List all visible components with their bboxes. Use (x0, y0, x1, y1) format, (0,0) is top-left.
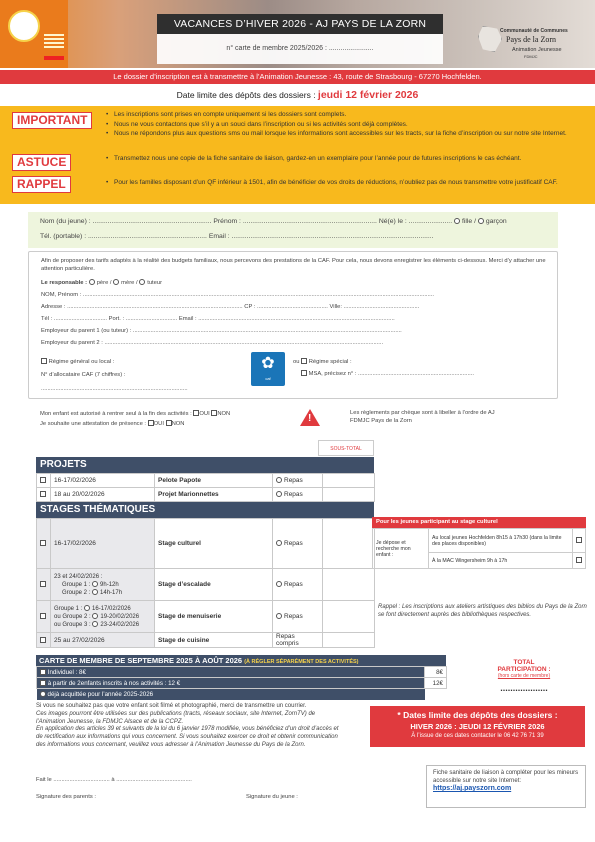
table-row: 23 et 24/02/2026 : Groupe 1 : 9h-12h Groupe 2 : 14h-17h Stage d’escalade Repas (37, 569, 375, 601)
table-row: 25 au 27/02/2026 Stage de cuisine Repas compris (37, 633, 375, 648)
projet-checkbox[interactable] (40, 477, 46, 483)
total-participation: TOTAL PARTICIPATION : (hors carte de membre) ................... (474, 659, 574, 693)
map-icon (478, 26, 502, 52)
stages-header: STAGES THÉMATIQUES (36, 502, 374, 518)
fait-le-field[interactable]: Fait le ................................... à ............................................... (36, 777, 192, 783)
subtotal-cell[interactable] (323, 569, 375, 601)
parent-name-field[interactable]: NOM, Prénom : .......................................................................................................................................................................................................................... (41, 292, 434, 298)
parent-contact-field[interactable]: Tél : ................................. Port. : ................................ Email : .......................................................................................................................... (41, 316, 395, 322)
employer2-field[interactable]: Employeur du parent 2 : ............................................................................................................................................................................. (41, 340, 384, 346)
table-row: 16-17/02/2026 Stage culturel Repas (37, 519, 375, 569)
projet-checkbox[interactable] (40, 491, 46, 497)
parent-info-box: Afin de proposer des tarifs adaptés à la réalité des budgets familiaux, nous percevons des prestations de la CAF. Pour cela, nous devons enregistrer les éléments ci-dessous. Merci d’y attacher une attention particulière. Le responsable : père / mère / tuteur NOM, Prénom : .......................................................................................................................................................................................................................... Adresse : ............................................................................................................. CP : ............................................ Ville: ............................................... Tél : ................................. Port. : ................................ Email : .......................................................................................................................... Employeur du parent 1 (ou tuteur) : ....................................................................................................................................................................... Employeur du parent 2 : ............................................................................................................................................................................. Régime général ou local : N° d’allocataire CAF (7 chiffres) : ........................................................................................... ✿ caf ou Régime spécial : MSA, précisez n° : ........................................................................ (28, 251, 558, 399)
group3-radio[interactable] (92, 621, 98, 627)
rappel-note: Rappel : Les inscriptions aux ateliers artistiques des biblios du Pays de la Zorn se font directement auprès des bibliothèques respectives. (378, 604, 587, 618)
group2-radio[interactable] (92, 589, 98, 595)
deadline-red-box: * Dates limite des dépôts des dossiers : HIVER 2026 : JEUDI 12 FÉVRIER 2026 À l’issue de ces dates contacter le 06 42 76 71 39 (370, 706, 585, 747)
projets-table (36, 473, 375, 502)
mother-radio[interactable] (113, 279, 119, 285)
boy-radio[interactable] (478, 218, 484, 224)
subtotal-cell[interactable] (323, 633, 375, 648)
submission-address: Le dossier d’inscription est à transmettre à l’Animation Jeunesse : 43, route de Strasbourg - 67270 Hochfelden. (0, 70, 595, 84)
legal-text: Si vous ne souhaitez pas que votre enfant soit filmé et photographié, merci de transmettre un courrier. Ces images pourront être utilisées sur des publications (tracts, réseaux sociaux, site Internet, ZornTV) de l’Animation Jeunesse, la FDMJC Alsace et de la CCPZ. En application des articles 39 et suivants de la loi du 6 janvier 1978 modifiée, vous bénéficiez d’un droit d’accès et de rectification aux informations qui vous concernent. Si vous souhaitez exercer ce droit et obtenir communication des informations vous concernant, veuillez vous adresser à l’Animation Jeunesse du Pays de la Zorn. (36, 703, 339, 748)
email-field[interactable]: Email : ........................................................................................................... (208, 233, 434, 240)
stage-checkbox[interactable] (40, 637, 46, 643)
jeune-signature[interactable]: Signature du jeune : (246, 794, 298, 800)
cheque-note: Les règlements par chèque sont à libeller à l’ordre de AJ FDMJC Pays de la Zorn (350, 410, 495, 424)
repas-radio[interactable] (276, 581, 282, 587)
subtotal-cell[interactable] (323, 474, 375, 488)
important-info-box (0, 106, 595, 204)
page-title: VACANCES D’HIVER 2026 - AJ PAYS DE LA ZORN (157, 14, 443, 34)
tutor-radio[interactable] (139, 279, 145, 285)
allocataire-field[interactable]: ........................................................................................... (41, 386, 188, 392)
table-row: 16-17/02/2026 Pelote Papote Repas (37, 474, 375, 488)
member-card-number[interactable]: n° carte de membre 2025/2026 : ....................... (157, 34, 443, 64)
repas-radio[interactable] (276, 491, 282, 497)
parents-signature[interactable]: Signature des parents : (36, 794, 96, 800)
allocataire-label: N° d’allocataire CAF (7 chiffres) : (41, 372, 126, 378)
firstname-field[interactable]: Prénom : ....................................................................... (213, 218, 377, 225)
repas-radio[interactable] (276, 540, 282, 546)
local-hochfelden-checkbox[interactable] (576, 537, 582, 543)
repas-radio[interactable] (276, 613, 282, 619)
subtotal-cell[interactable] (323, 601, 375, 633)
deux-enfants-checkbox[interactable] (40, 680, 46, 686)
projets-header: PROJETS (36, 457, 374, 473)
group1-radio[interactable] (92, 581, 98, 587)
caf-logo-icon: ✿ caf (251, 352, 285, 386)
deja-acquittee-radio[interactable] (40, 691, 46, 697)
table-row: Groupe 1 : 16-17/02/2026 ou Groupe 2 : 19-20/02/2026 ou Groupe 3 : 23-24/02/2026 Stage de menuiserie Repas (37, 601, 375, 633)
subtotal-cell[interactable] (323, 488, 375, 502)
girl-radio[interactable] (454, 218, 460, 224)
carte-header: CARTE DE MEMBRE DE SEPTEMBRE 2025 À AOÛT 2026 (À RÉGLER SÉPARÉMENT DES ACTIVITÉS) (36, 655, 446, 666)
astuce-tag: ASTUCE (12, 154, 71, 171)
info-bullet: • Pour les familles disposant d’un QF inférieur à 1501, afin de bénéficier de vos droits de réductions, n’oubliez pas de nous transmettre votre justificatif CAF. (106, 179, 584, 187)
name-field[interactable]: Nom (du jeune) : ............................................................... (40, 218, 212, 225)
stages-table (36, 518, 375, 648)
table-row: déjà acquittée pour l’année 2025-2026 (37, 689, 447, 700)
table-row: Individuel : 8€ 8€ (37, 667, 447, 678)
birthdate-field[interactable]: Né(e) le : ....................... (378, 218, 453, 225)
fiche-sanitaire-box: Fiche sanitaire de liaison à compléter pour les mineurs accessible sur notre site Internet: https://aj.payszorn.com (426, 765, 586, 808)
phone-field[interactable]: Tél. (portable) : ............................................................... (40, 233, 207, 240)
table-row: à partir de 2enfants inscrits à nos activités : 12 € 12€ (37, 678, 447, 689)
deadline-line: Date limite des dépôts des dossiers : jeudi 12 février 2026 (176, 89, 419, 101)
website-link[interactable]: https://aj.payszorn.com (433, 785, 512, 792)
stage-checkbox[interactable] (40, 540, 46, 546)
ccpz-logo: Communauté de Communes Pays de la Zorn Animation Jeunesse FDMJC (476, 22, 576, 66)
info-bullet: • Nous ne vous contactons que s’il y a un souci dans l’inscription ou si les activités sont déjà complètes. (106, 121, 584, 129)
info-bullet: • Les inscriptions sont prises en compte uniquement si les dossiers sont complets. (106, 111, 584, 119)
subtotal-header: SOUS-TOTAL (318, 440, 374, 456)
rappel-tag: RAPPEL (12, 176, 71, 193)
individuel-checkbox[interactable] (40, 669, 46, 675)
address-field[interactable]: Adresse : ............................................................................................................. CP : ............................................ Ville: ............................................... (41, 304, 420, 310)
table-row: 18 au 20/02/2026 Projet Marionnettes Repas (37, 488, 375, 502)
subtotal-cell[interactable] (323, 519, 375, 569)
warning-icon (300, 409, 320, 426)
important-tag: IMPORTANT (12, 112, 92, 129)
msa-field[interactable]: MSA, précisez n° : ........................................................................ (308, 371, 474, 377)
father-radio[interactable] (89, 279, 95, 285)
msa-checkbox[interactable] (301, 370, 307, 376)
group2-radio[interactable] (92, 613, 98, 619)
caf-intro: Afin de proposer des tarifs adaptés à la réalité des budgets familiaux, nous percevons des prestations de la CAF. Pour cela, nous devons enregistrer les éléments ci-dessous. Merci d’y attacher une attention particulière. (41, 258, 546, 272)
info-bullet: • Nous ne répondons plus aux questions sms ou mail lorsque les informations sont accessibles sur les tracts, sur la fiche d’inscription ou sur notre site Internet. (106, 130, 584, 138)
group1-radio[interactable] (84, 605, 90, 611)
stage-culturel-box: Pour les jeunes participant au stage culturel Je dépose et recherche mon enfant : Au local jeunes Hochfelden 8h15 à 17h30 (dans la limite des places disponibles) À la MAC Wingersheim 9h à 17h (372, 517, 586, 603)
identity-box: Nom (du jeune) : ............................................................... Prénom : ....................................................................... Né(e) le : ....................... fille / garçon Tél. (portable) : ............................................................... Email : ........................................................................................................... (28, 212, 558, 248)
logo-circle-icon (8, 10, 40, 42)
info-bullet: • Transmettez nous une copie de la fiche sanitaire de liaison, gardez-en un exemplaire pour l’année pour de futures inscriptions le cas échéant. (106, 155, 584, 163)
total-field[interactable]: ................... (500, 683, 548, 693)
regime-special-checkbox[interactable] (301, 358, 307, 364)
repas-radio[interactable] (276, 477, 282, 483)
stage-checkbox[interactable] (40, 613, 46, 619)
carte-table (36, 666, 447, 700)
aj-logo (0, 0, 68, 68)
employer1-field[interactable]: Employeur du parent 1 (ou tuteur) : ....................................................................................................................................................................... (41, 328, 402, 334)
mac-wingersheim-checkbox[interactable] (576, 557, 582, 563)
stage-checkbox[interactable] (40, 581, 46, 587)
regime-general-checkbox[interactable] (41, 358, 47, 364)
